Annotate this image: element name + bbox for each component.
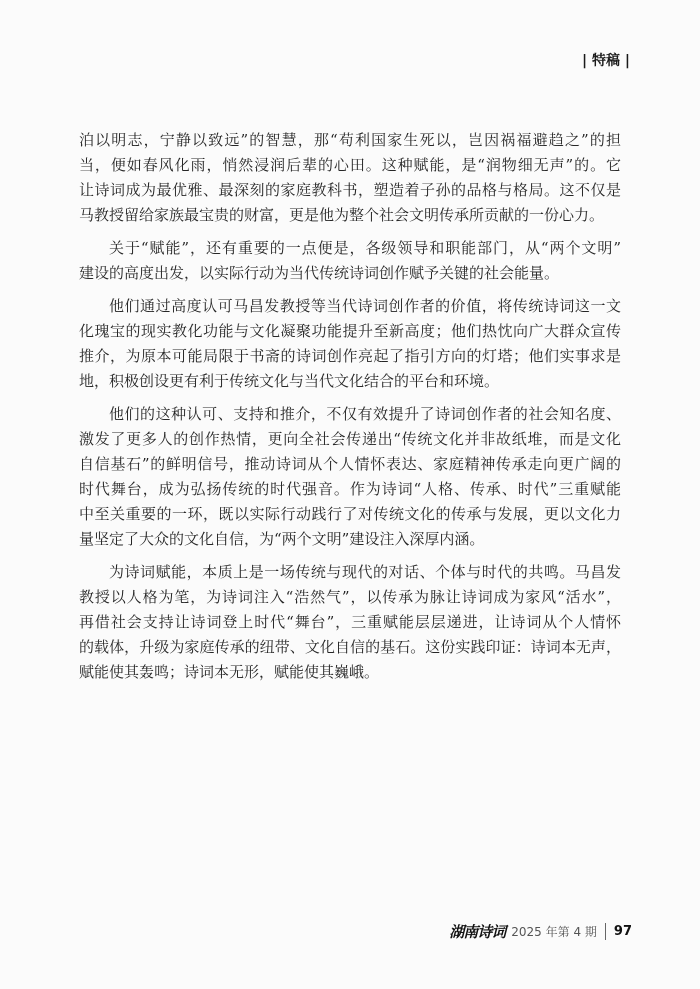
- paragraph: [79, 560, 621, 685]
- text-line: 推介，为原本可能局限于书斋的诗词创作亮起了指引方向的灯塔；他们实事求是: [79, 347, 621, 365]
- text-line: 马教授留给家族最宝贵的财富，更是他为整个社会文明传承所贡献的一份心力。: [79, 206, 605, 224]
- text-line: 当，便如春风化雨，悄然浸润后辈的心田。这种赋能，是“润物细无声”的。它: [79, 156, 621, 174]
- text-line: 的载体，升级为家庭传承的纽带、文化自信的基石。这份实践印证：诗词本无声，: [79, 638, 621, 656]
- text-line: 关于“赋能”，还有重要的一点便是，各级领导和职能部门，从“两个文明”: [109, 239, 621, 257]
- paragraph: [79, 402, 621, 552]
- section-label: | 特稿 |: [582, 53, 630, 69]
- text-line: 他们的这种认可、支持和推介，不仅有效提升了诗词创作者的社会知名度、: [109, 405, 621, 423]
- article-body: [79, 128, 621, 685]
- text-line: 中至关重要的一环，既以实际行动践行了对传统文化的传承与发展，更以文化力: [79, 505, 621, 523]
- text-line: 时代舞台，成为弘扬传统的时代强音。作为诗词“人格、传承、时代”三重赋能: [79, 480, 621, 498]
- page-number: 97: [613, 923, 632, 939]
- text-line: 激发了更多人的创作热情，更向全社会传递出“传统文化并非故纸堆，而是文化: [79, 430, 621, 448]
- text-line: 建设的高度出发，以实际行动为当代传统诗词创作赋予关键的社会能量。: [79, 264, 560, 282]
- paragraph: [79, 128, 621, 228]
- text-line: 化瑰宝的现实教化功能与文化凝聚功能提升至新高度；他们热忱向广大群众宣传: [79, 322, 621, 340]
- issue-label: 2025 年第 4 期: [511, 924, 597, 939]
- text-line: 让诗词成为最优雅、最深刻的家庭教科书，塑造着子孙的品格与格局。这不仅是: [79, 181, 621, 199]
- footer-divider: [605, 923, 606, 940]
- text-line: 赋能使其轰鸣；诗词本无形，赋能使其巍峨。: [79, 663, 380, 681]
- text-line: 泊以明志，宁静以致远”的智慧，那“苟利国家生死以，岂因祸福避趋之”的担: [79, 131, 621, 149]
- page-footer: [449, 921, 632, 941]
- paragraph: [79, 236, 621, 286]
- magazine-logo: 湖南诗词: [449, 922, 506, 941]
- text-line: 他们通过高度认可马昌发教授等当代诗词创作者的价值，将传统诗词这一文: [109, 297, 621, 315]
- text-line: 地，积极创设更有利于传统文化与当代文化结合的平台和环境。: [79, 372, 500, 390]
- text-line: 自信基石”的鲜明信号，推动诗词从个人情怀表达、家庭精神传承走向更广阔的: [79, 455, 621, 473]
- text-line: 再借社会支持让诗词登上时代“舞台”，三重赋能层层递进，让诗词从个人情怀: [79, 613, 621, 631]
- text-line: 教授以人格为笔，为诗词注入“浩然气”，以传承为脉让诗词成为家风“活水”，: [79, 588, 621, 606]
- text-line: 为诗词赋能，本质上是一场传统与现代的对话、个体与时代的共鸣。马昌发: [109, 563, 621, 581]
- text-line: 量坚定了大众的文化自信，为“两个文明”建设注入深厚内涵。: [79, 530, 485, 548]
- paragraph: [79, 294, 621, 394]
